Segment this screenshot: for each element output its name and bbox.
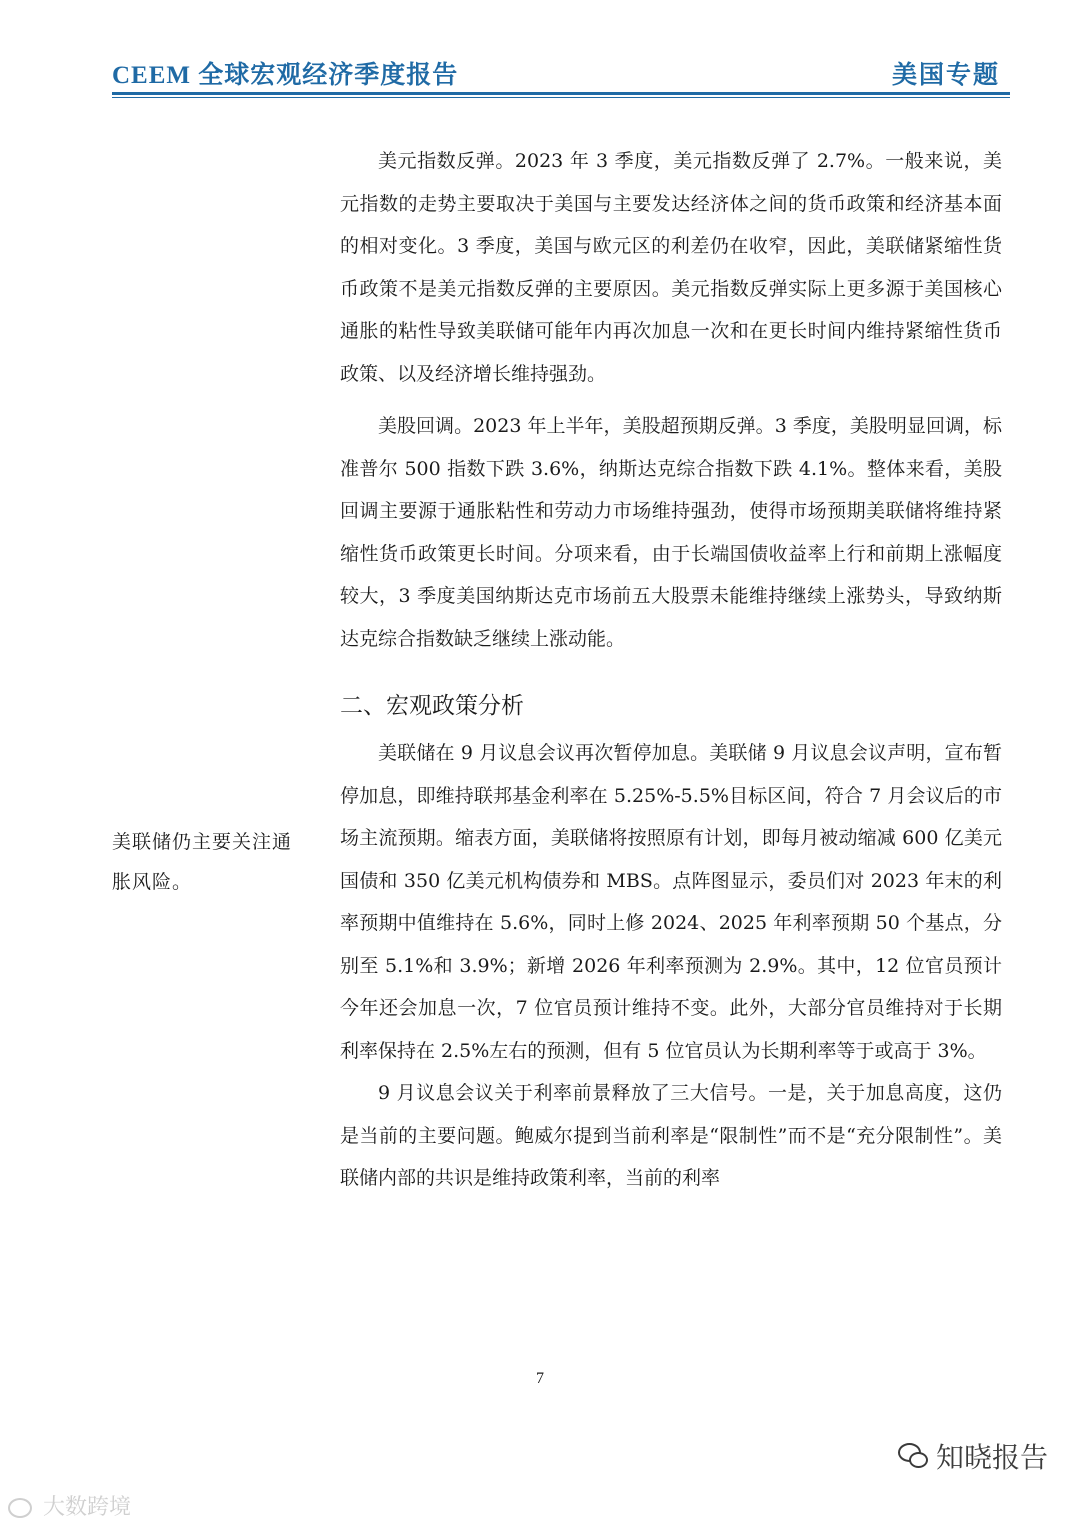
- main-body: [340, 140, 1002, 1200]
- wechat-icon: [898, 1443, 928, 1469]
- watermark-right: [898, 1436, 1048, 1476]
- watermark-left-text: 大数跨境: [43, 1495, 132, 1520]
- weibo-icon: [8, 1498, 32, 1518]
- paragraph-dollar-index: 美元指数反弹。2023 年 3 季度，美元指数反弹了 2.7%。一般来说，美元指数的走势主要取决于美国与主要发达经济体之间的货币政策和经济基本面的相对变化。3 季度，美国与欧元区的利差仍在收窄，因此，美联储紧缩性货币政策不是美元指数反弹的主要原因。美元指数反弹实际上更多源于美国核心通胀的粘性导致美联储可能年内再次加息一次和在更长时间内维持紧缩性货币政策、以及经济增长维持强劲。: [340, 150, 1002, 385]
- page-header: [112, 55, 1010, 95]
- report-title: CEEM 全球宏观经济季度报告: [112, 62, 459, 89]
- paragraph-us-stocks: 美股回调。2023 年上半年，美股超预期反弹。3 季度，美股明显回调，标准普尔 500 指数下跌 3.6%，纳斯达克综合指数下跌 4.1%。整体来看，美股回调主要源于通胀粘性和劳动力市场维持强劲，使得市场预期美联储将维持紧缩性货币政策更长时间。分项来看，由于长端国债收益率上行和前期上涨幅度较大，3 季度美国纳斯达克市场前五大股票未能维持继续上涨势头，导致纳斯达克综合指数缺乏继续上涨动能。: [340, 415, 1002, 650]
- watermark-left: [8, 1490, 131, 1521]
- paragraph-fed-pause: 美联储在 9 月议息会议再次暂停加息。美联储 9 月议息会议声明，宣布暂停加息，即维持联邦基金利率在 5.25%-5.5%目标区间，符合 7 月会议后的市场主流预期。缩表方面，美联储将按照原有计划，即每月被动缩减 600 亿美元国债和 350 亿美元机构债券和 MBS。点阵图显示，委员们对 2023 年末的利率预期中值维持在 5.6%，同时上修 2024、2025 年利率预期 50 个基点，分别至 5.1%和 3.9%；新增 2026 年利率预测为 2.9%。其中，12 位官员预计今年还会加息一次，7 位官员预计维持不变。此外，大部分官员维持对于长期利率保持在 2.5%左右的预测，但有 5 位官员认为长期利率等于或高于 3%。: [340, 742, 1002, 1062]
- page-number: 7: [536, 1370, 544, 1387]
- section-heading: 二、宏观政策分析: [340, 693, 524, 719]
- margin-note: 美联储仍主要关注通胀风险。: [112, 831, 293, 893]
- watermark-right-text: 知晓报告: [935, 1441, 1048, 1474]
- paragraph-rate-signals: 9 月议息会议关于利率前景释放了三大信号。一是，关于加息高度，这仍是当前的主要问题。鲍威尔提到当前利率是“限制性”而不是“充分限制性”。美联储内部的共识是维持政策利率，当前的利率: [340, 1082, 1002, 1189]
- section-title: 美国专题: [891, 62, 1000, 89]
- header-divider-thin: [112, 97, 1010, 98]
- header-divider: [112, 92, 1010, 95]
